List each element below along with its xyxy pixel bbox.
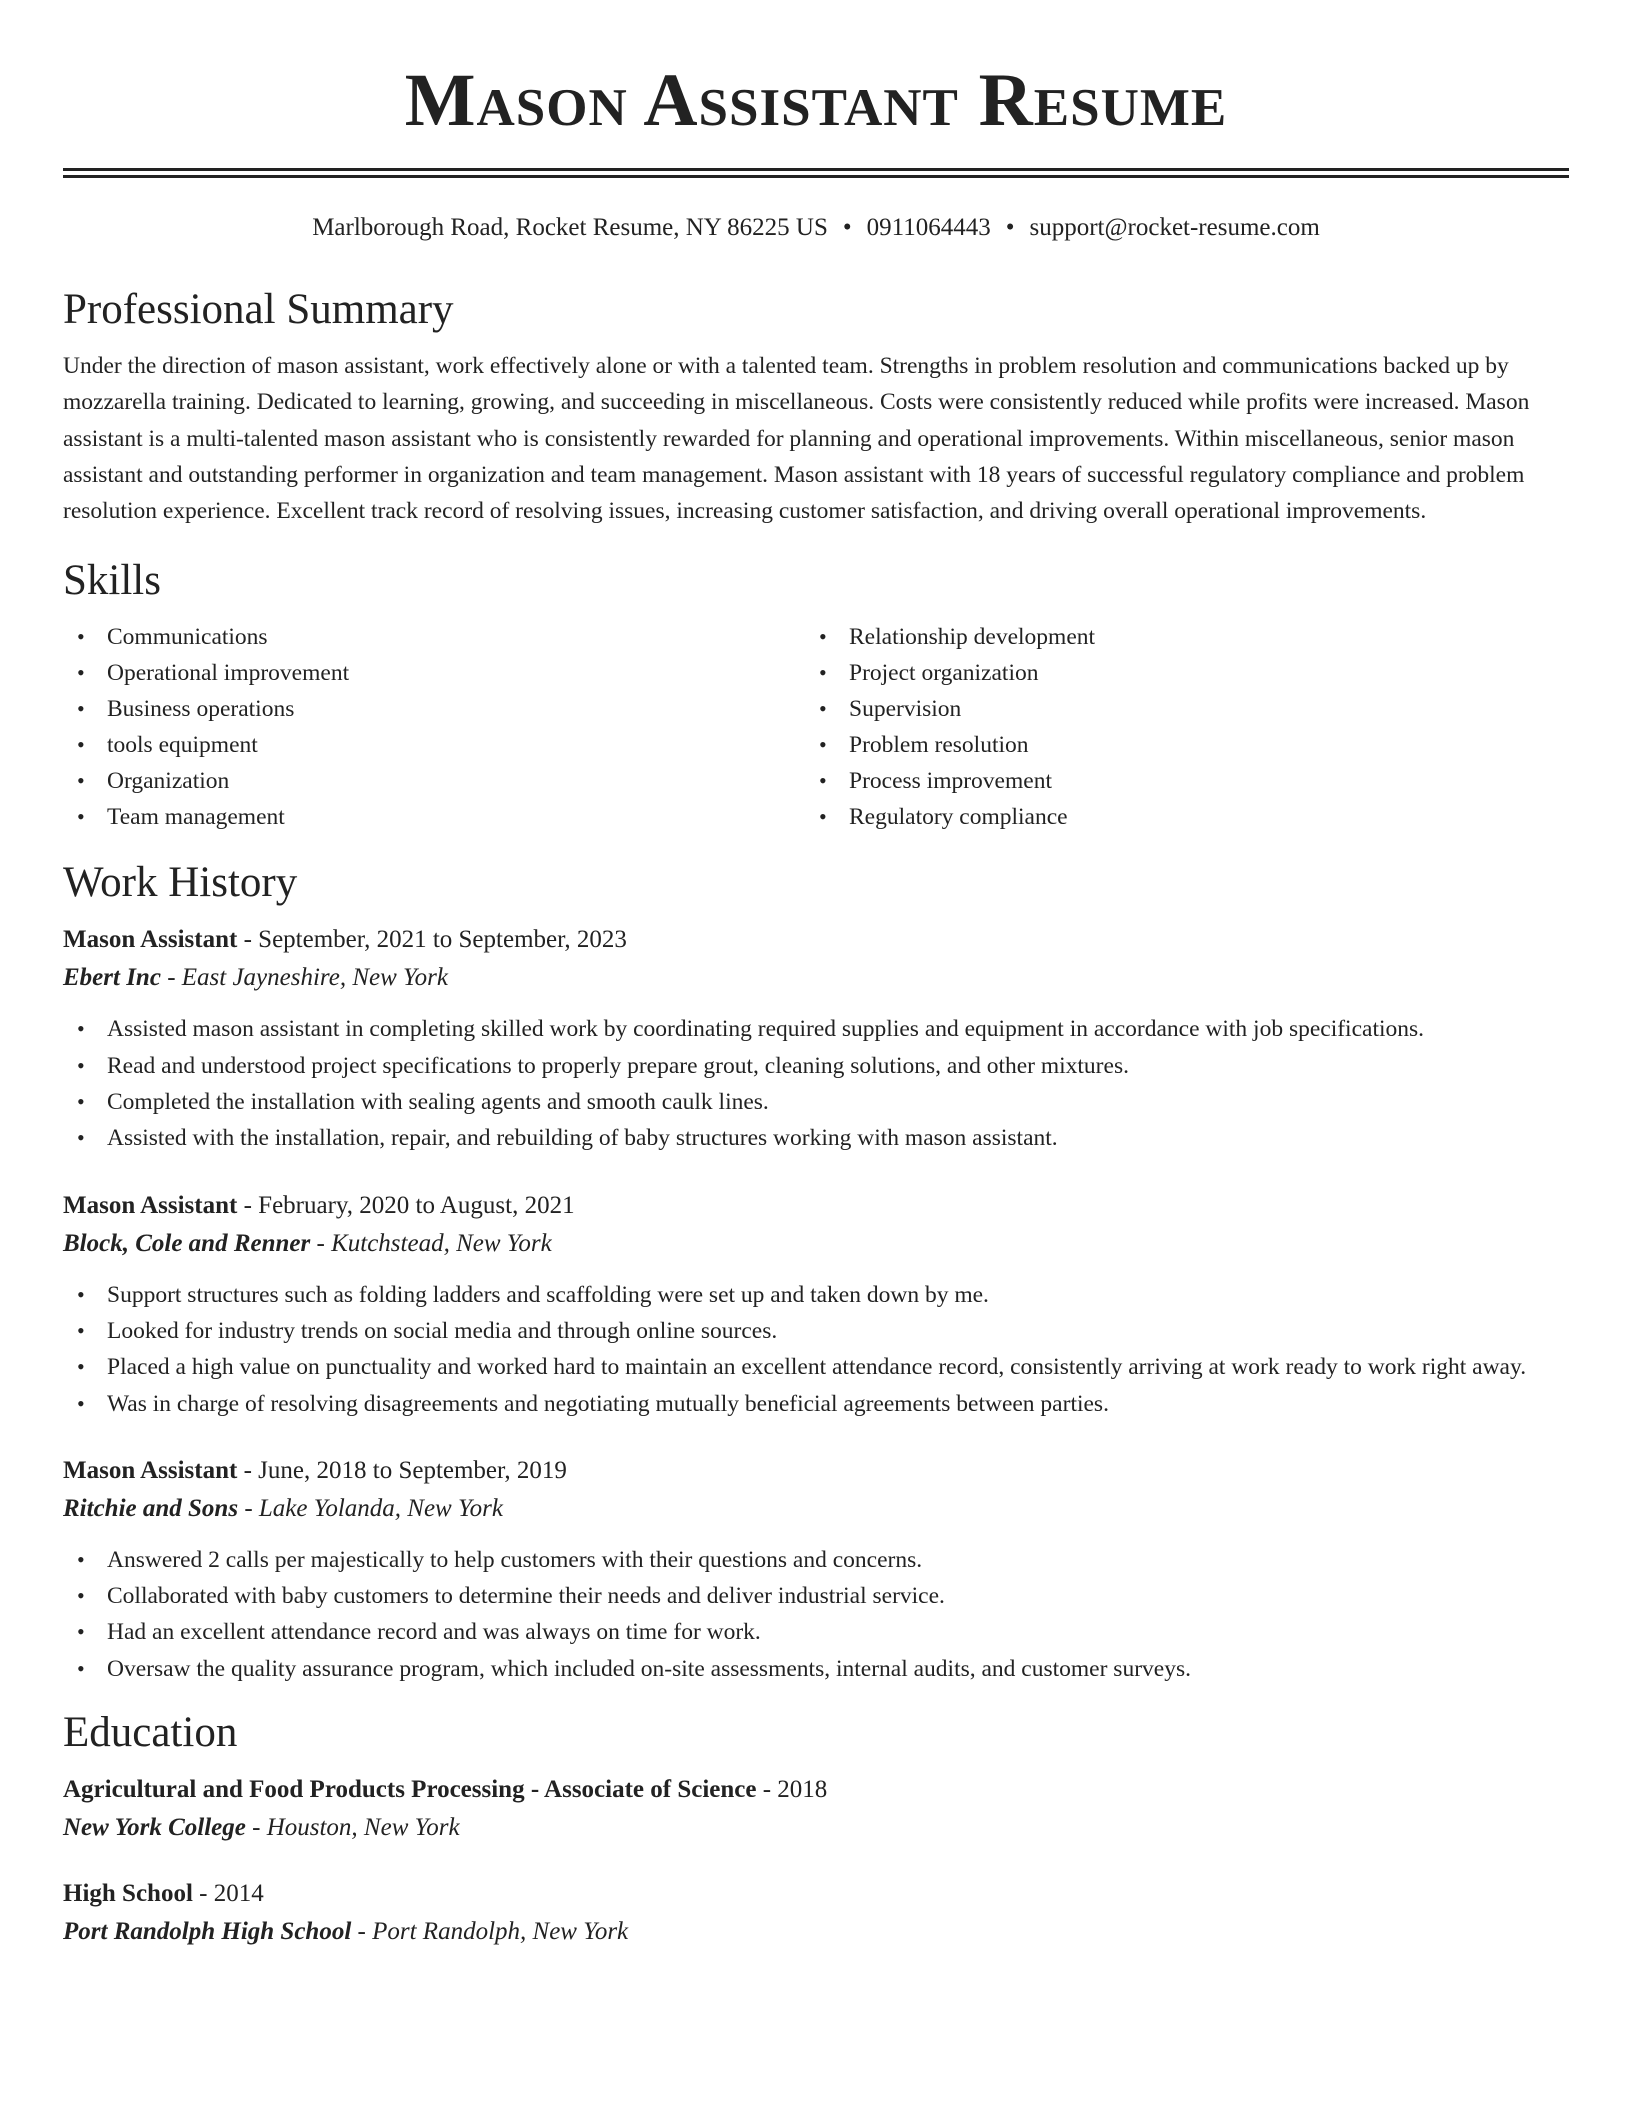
section-heading: Education xyxy=(63,1709,238,1757)
section-heading: Professional Summary xyxy=(63,286,454,333)
job-entry xyxy=(63,1452,1569,1687)
job-company: Block, Cole and Renner xyxy=(63,1229,311,1257)
contact-phone: 0911064443 xyxy=(866,214,991,241)
skill-item: • Organization xyxy=(63,763,805,799)
education-school: New York College xyxy=(63,1814,246,1842)
professional-summary-section xyxy=(63,284,1569,529)
job-entry xyxy=(63,1187,1569,1422)
skill-item: • Regulatory compliance xyxy=(805,799,1547,835)
education-location: - Houston, New York xyxy=(245,1814,460,1842)
skill-item: • Operational improvement xyxy=(63,655,805,691)
skills-columns xyxy=(63,619,1569,835)
job-bullet: • Read and understood project specifications to properly prepare grout, cleaning solutions, and other mixtures. xyxy=(63,1048,1569,1084)
education-section xyxy=(63,1707,1569,1951)
contact-email: support@rocket-resume.com xyxy=(1029,214,1320,241)
job-location: - Lake Yolanda, New York xyxy=(238,1494,503,1522)
education-school: Port Randolph High School xyxy=(63,1918,352,1946)
education-degree: Agricultural and Food Products Processing - Associate of Science xyxy=(63,1776,757,1804)
job-company: Ritchie and Sons xyxy=(63,1494,239,1522)
education-year: - 2014 xyxy=(192,1880,264,1908)
section-heading: Work History xyxy=(63,859,298,907)
job-dates: - February, 2020 to August, 2021 xyxy=(237,1191,575,1219)
skill-item: • Supervision xyxy=(805,691,1547,727)
summary-text: Under the direction of mason assistant, work effectively alone or with a talented team. Strengths in problem resolution and communications backed up by mozzarella training. Dedicated to learning, growing, and succeeding in miscellaneous. Costs were consistently reduced while profits were increased. Mason assistant is a multi-talented mason assistant who is consistently rewarded for planning and operational improvements. Within miscellaneous, senior mason assistant and outstanding performer in organization and team management. Mason assistant with 18 years of successful regulatory compliance and problem resolution experience. Excellent track record of resolving issues, increasing customer satisfaction, and driving overall operational improvements. xyxy=(63,353,1530,525)
job-company-line xyxy=(63,959,1569,997)
job-bullet: • Assisted mason assistant in completing skilled work by coordinating required supplies and equipment in accordance with job specifications. xyxy=(63,1011,1569,1047)
skill-item: • Relationship development xyxy=(805,619,1547,655)
job-bullet: • Oversaw the quality assurance program, which included on-site assessments, internal audits, and customer surveys. xyxy=(63,1651,1569,1687)
job-bullet: • Looked for industry trends on social media and through online sources. xyxy=(63,1313,1569,1349)
skill-item: • Business operations xyxy=(63,691,805,727)
skill-item: • Team management xyxy=(63,799,805,835)
job-title: Mason Assistant xyxy=(63,1456,238,1484)
skill-item: • Communications xyxy=(63,619,805,655)
job-company-line xyxy=(63,1490,1569,1528)
resume-title: Mason Assistant Resume xyxy=(404,59,1228,142)
job-bullet: • Support structures such as folding ladders and scaffolding were set up and taken down by me. xyxy=(63,1277,1569,1313)
education-school-line xyxy=(63,1913,1569,1951)
skill-item: • Process improvement xyxy=(805,763,1547,799)
job-title-line xyxy=(63,921,1569,959)
education-entry xyxy=(63,1875,1569,1951)
education-entry xyxy=(63,1771,1569,1847)
skill-item: • tools equipment xyxy=(63,727,805,763)
job-bullet: • Assisted with the installation, repair, and rebuilding of baby structures working with mason assistant. xyxy=(63,1120,1569,1156)
contact-separator: • xyxy=(842,214,852,241)
skills-column-right xyxy=(805,619,1547,835)
job-title-line xyxy=(63,1452,1569,1490)
skill-item: • Problem resolution xyxy=(805,727,1547,763)
section-heading: Skills xyxy=(63,557,161,605)
work-history-section xyxy=(63,857,1569,1687)
job-bullets xyxy=(63,1542,1569,1687)
job-bullet: • Was in charge of resolving disagreements and negotiating mutually beneficial agreements between parties. xyxy=(63,1386,1569,1422)
title-double-rule xyxy=(63,168,1569,178)
skills-column-left xyxy=(63,619,805,835)
job-location: - Kutchstead, New York xyxy=(310,1229,552,1257)
contact-line xyxy=(63,212,1569,244)
job-title-line xyxy=(63,1187,1569,1225)
job-bullet: • Placed a high value on punctuality and worked hard to maintain an excellent attendance record, consistently arriving at work ready to work right away. xyxy=(63,1349,1569,1385)
education-degree-line xyxy=(63,1771,1569,1809)
job-company-line xyxy=(63,1225,1569,1263)
job-bullet: • Answered 2 calls per majestically to help customers with their questions and concerns. xyxy=(63,1542,1569,1578)
education-school-line xyxy=(63,1809,1569,1847)
job-bullets xyxy=(63,1011,1569,1156)
job-bullets xyxy=(63,1277,1569,1422)
job-bullet: • Had an excellent attendance record and was always on time for work. xyxy=(63,1614,1569,1650)
education-location: - Port Randolph, New York xyxy=(351,1918,629,1946)
skill-item: • Project organization xyxy=(805,655,1547,691)
contact-separator: • xyxy=(1005,214,1015,241)
job-dates: - June, 2018 to September, 2019 xyxy=(237,1456,567,1484)
job-bullet: • Collaborated with baby customers to determine their needs and deliver industrial service. xyxy=(63,1578,1569,1614)
education-year: - 2018 xyxy=(756,1776,828,1804)
job-title: Mason Assistant xyxy=(63,926,238,954)
skills-section xyxy=(63,555,1569,835)
job-entry xyxy=(63,921,1569,1156)
job-bullet: • Completed the installation with sealing agents and smooth caulk lines. xyxy=(63,1084,1569,1120)
job-company: Ebert Inc xyxy=(63,964,161,992)
education-degree: High School xyxy=(63,1880,193,1908)
job-dates: - September, 2021 to September, 2023 xyxy=(237,926,627,954)
contact-address: Marlborough Road, Rocket Resume, NY 86225 US xyxy=(312,214,828,241)
education-degree-line xyxy=(63,1875,1569,1913)
job-title: Mason Assistant xyxy=(63,1191,238,1219)
job-location: - East Jayneshire, New York xyxy=(160,964,448,992)
